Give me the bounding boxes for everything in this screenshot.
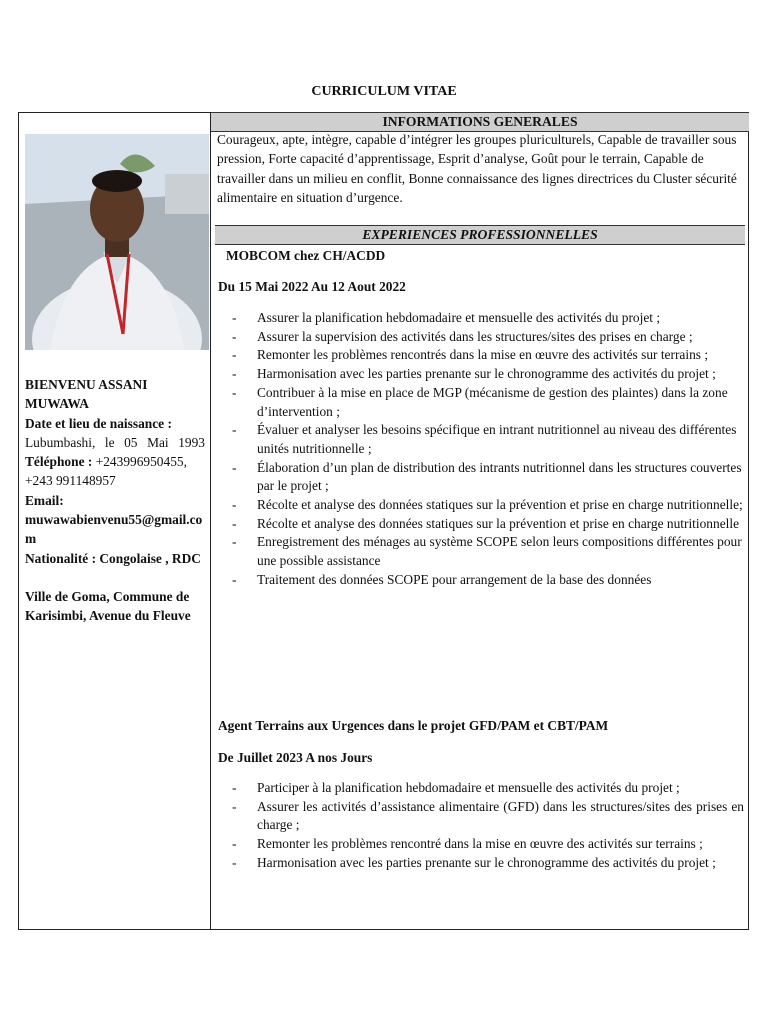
job2-title: Agent Terrains aux Urgences dans le projet GFD/PAM et CBT/PAM (218, 718, 609, 733)
column-divider (210, 112, 211, 930)
task-text: Participer à la planification hebdomadaire et mensuelle des activités du projet ; (257, 780, 680, 795)
list-item (218, 328, 744, 347)
section-header-general: INFORMATIONS GENERALES (211, 112, 749, 132)
list-item (218, 835, 744, 854)
profile-photo (25, 134, 209, 350)
list-item (218, 384, 744, 421)
list-item (218, 421, 744, 458)
dob-label: Date et lieu de naissance : (25, 415, 172, 431)
job1-org: MOBCOM chez CH/ACDD (226, 248, 386, 263)
candidate-name: BIENVENU ASSANI MUWAWA (25, 377, 148, 412)
phone-label: Téléphone : (25, 454, 93, 470)
job2-period: De Juillet 2023 A nos Jours (218, 750, 373, 765)
task-text: Traitement des données SCOPE pour arrangement de la base des données (257, 571, 652, 587)
list-item (218, 854, 744, 873)
task-text: Contribuer à la mise en place de MGP (mécanisme de gestion des plaintes) dans la zone d’intervention ; (257, 384, 728, 419)
section-header-experience: EXPERIENCES PROFESSIONNELLES (215, 225, 745, 245)
profile-photo-illustration (25, 134, 209, 350)
list-item (218, 515, 744, 534)
bullet: - (232, 328, 237, 344)
bullet: - (232, 780, 237, 795)
task-text: Harmonisation avec les parties prenante sur le chronogramme des activités du projet ; (257, 854, 716, 870)
list-item (218, 496, 744, 515)
task-text: Assurer la supervision des activités dans les structures/sites des prises en charge ; (257, 328, 693, 344)
task-text: Évaluer et analyser les besoins spécifique en intrant nutritionnel au niveau des différentes unités nutritionnelle ; (257, 422, 737, 456)
list-item (218, 571, 744, 590)
phone-line (25, 452, 205, 491)
bullet: - (232, 515, 237, 531)
bullet: - (232, 571, 237, 587)
bullet: - (232, 384, 237, 400)
address: Ville de Goma, Commune de Karisimbi, Avenue du Fleuve (25, 588, 191, 624)
list-item (218, 365, 744, 384)
list-item (218, 459, 744, 496)
job1-task-list (218, 309, 744, 590)
task-text: Remonter les problèmes rencontré dans la mise en œuvre des activités sur terrains ; (257, 836, 703, 852)
bullet: - (232, 854, 237, 870)
job1-period: Du 15 Mai 2022 Au 12 Aout 2022 (218, 279, 406, 294)
task-text: Assurer les activités d’assistance alimentaire (GFD) dans les structures/sites des prises en charge ; (257, 798, 744, 833)
task-text: Harmonisation avec les parties prenante sur le chronogramme des activités du projet ; (257, 366, 716, 382)
bullet: - (232, 836, 237, 852)
task-text: Élaboration d’un plan de distribution des intrants nutritionnel dans les structures couvertes par le projet ; (257, 459, 742, 494)
list-item (218, 798, 744, 835)
bullet: - (232, 347, 237, 363)
bullet: - (232, 422, 237, 438)
bullet: - (232, 366, 237, 382)
email-label: Email: (25, 492, 64, 508)
document-title: CURRICULUM VITAE (311, 84, 457, 99)
list-item (218, 779, 744, 798)
bullet: - (232, 310, 237, 325)
bullet: - (232, 534, 237, 550)
list-item (218, 533, 744, 570)
task-text: Remonter les problèmes rencontrés dans la mise en œuvre des activités sur terrains ; (257, 347, 709, 363)
task-text: Récolte et analyse des données statiques sur la prévention et prise en charge nutritionnelle; (257, 497, 743, 513)
phone-value: +243996950455, +243 991148957 (25, 454, 187, 489)
task-text: Récolte et analyse des données statiques sur la prévention et prise en charge nutritionnelle (257, 515, 740, 531)
personal-info (25, 375, 205, 626)
bullet: - (232, 459, 237, 475)
general-summary: Courageux, apte, intègre, capable d’intégrer les groupes pluriculturels, Capable de travailler sous pression, Forte capacité d’apprentissage, Esprit d’analyse, Goût pour le terrain, Capable de travailler dans un milieu en conflit, Bonne connaissance des lignes directrices du Cluster sécurité alimentaire en situation d’urgence. (217, 132, 737, 206)
job2-task-list (218, 779, 744, 873)
dob-value: Lubumbashi, le 05 Mai 1993 (25, 434, 205, 450)
nationality: Nationalité : Congolaise , RDC (25, 550, 201, 566)
bullet: - (232, 497, 237, 513)
list-item (218, 309, 744, 328)
list-item (218, 346, 744, 365)
email-value: muwawabienvenu55@gmail.com (25, 512, 203, 547)
task-text: Assurer la planification hebdomadaire et mensuelle des activités du projet ; (257, 310, 661, 325)
task-text: Enregistrement des ménages au système SCOPE selon leurs compositions différentes pour une possible assistance (257, 534, 742, 569)
bullet: - (232, 798, 237, 814)
